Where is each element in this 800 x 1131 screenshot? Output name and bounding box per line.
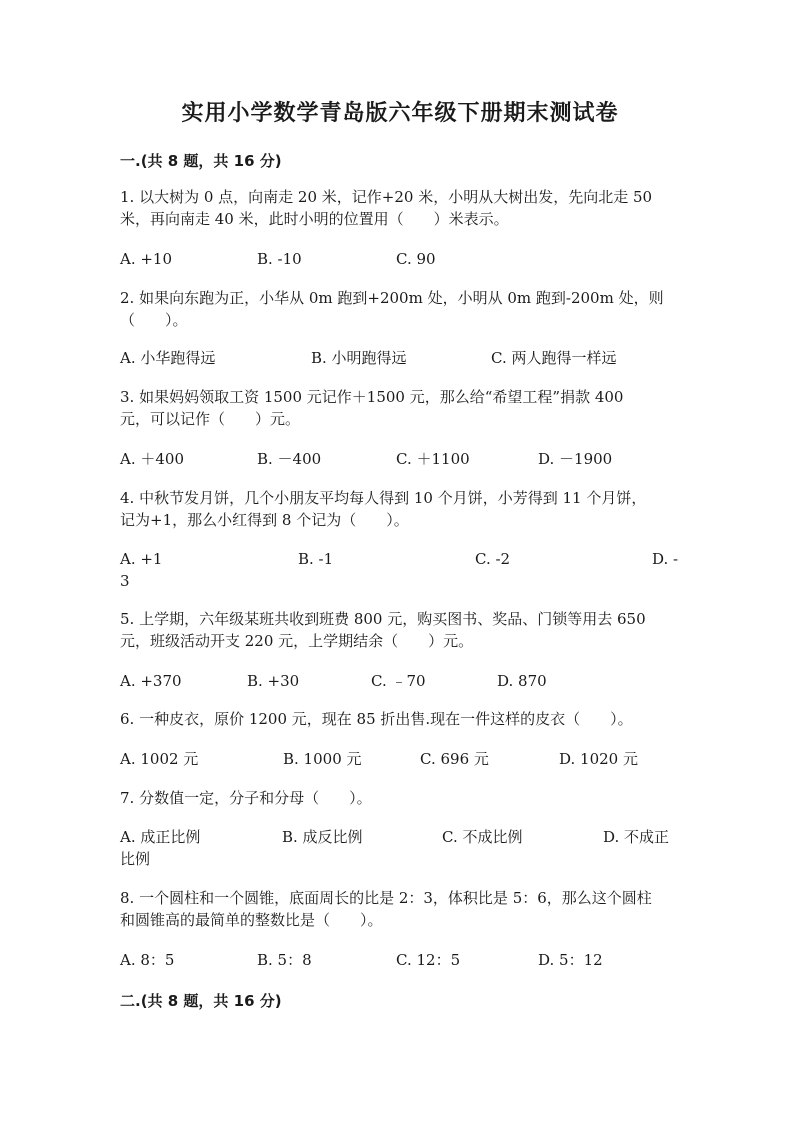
question-text: 5. 上学期，六年级某班共收到班费 800 元，购买图书、奖品、门锁等用去 650: [120, 610, 646, 628]
question-4: [120, 487, 680, 531]
options-3: [120, 448, 680, 492]
option-d-continued: 3: [120, 572, 130, 590]
question-text: 7. 分数值一定，分子和分母（ ）。: [120, 789, 372, 807]
question-text: （ ）。: [120, 311, 188, 329]
option-a: A. 1002 元: [120, 750, 199, 768]
question-text: 元，班级活动开支 220 元，上学期结余（ ）元。: [120, 632, 474, 650]
option-b: B. -10: [257, 250, 302, 268]
options-4: [120, 548, 680, 592]
option-d: D. 1020 元: [559, 750, 638, 768]
option-c: C. 696 元: [420, 750, 489, 768]
question-5: [120, 608, 680, 652]
option-a: A. 小华跑得远: [120, 349, 216, 367]
option-b: B. －400: [257, 450, 322, 468]
question-text: 3. 如果妈妈领取工资 1500 元记作＋1500 元，那么给“希望工程”捐款 400: [120, 388, 624, 406]
option-a: A. +1: [120, 550, 163, 568]
question-text: 和圆锥高的最简单的整数比是（ ）。: [120, 911, 383, 929]
option-c: C. -2: [475, 550, 511, 568]
option-c: C. 两人跑得一样远: [491, 349, 617, 367]
option-b: B. -1: [298, 550, 334, 568]
question-text: 米，再向南走 40 米，此时小明的位置用（ ）米表示。: [120, 210, 509, 228]
option-a: A. +10: [120, 250, 173, 268]
options-2: [120, 347, 680, 391]
question-text: 8. 一个圆柱和一个圆锥，底面周长的比是 2：3，体积比是 5：6，那么这个圆柱: [120, 889, 652, 907]
question-6: [120, 708, 680, 730]
option-b: B. +30: [247, 672, 300, 690]
question-3: [120, 386, 680, 430]
option-d: D. 5：12: [538, 951, 603, 969]
question-text: 1. 以大树为 0 点，向南走 20 米，记作+20 米，小明从大树出发，先向北走 50: [120, 188, 653, 206]
option-d: D. －1900: [538, 450, 613, 468]
question-text: 4. 中秋节发月饼，几个小朋友平均每人得到 10 个月饼，小芳得到 11 个月饼，: [120, 489, 647, 507]
option-c: C. 90: [396, 250, 436, 268]
option-c: C. ﹣70: [371, 672, 426, 690]
option-d: D. -: [652, 550, 679, 568]
question-8: [120, 887, 680, 931]
options-8: [120, 949, 680, 993]
option-c: C. ＋1100: [396, 450, 470, 468]
options-6: [120, 748, 680, 792]
question-7: [120, 787, 680, 809]
option-d: D. 不成正: [603, 828, 670, 846]
option-a: A. 成正比例: [120, 828, 201, 846]
question-2: [120, 287, 680, 331]
option-b: B. 小明跑得远: [311, 349, 407, 367]
option-c: C. 不成比例: [442, 828, 523, 846]
option-d-continued: 比例: [120, 850, 151, 868]
option-b: B. 5：8: [257, 951, 312, 969]
section-heading-1: 一.(共 8 题，共 16 分): [120, 152, 282, 170]
option-c: C. 12：5: [396, 951, 461, 969]
section-heading-2: 二.(共 8 题，共 16 分): [120, 992, 282, 1010]
option-d: D. 870: [497, 672, 547, 690]
option-a: A. ＋400: [120, 450, 184, 468]
option-a: A. 8：5: [120, 951, 175, 969]
question-1: [120, 186, 680, 230]
question-text: 2. 如果向东跑为正，小华从 0m 跑到+200m 处，小明从 0m 跑到-200m 处，则: [120, 289, 664, 307]
question-text: 6. 一种皮衣，原价 1200 元，现在 85 折出售.现在一件这样的皮衣（ ）。: [120, 710, 633, 728]
option-b: B. 1000 元: [283, 750, 362, 768]
question-text: 元，可以记作（ ）元。: [120, 410, 301, 428]
options-7: [120, 826, 680, 870]
option-a: A. +370: [120, 672, 182, 690]
question-text: 记为+1，那么小红得到 8 个记为（ ）。: [120, 511, 409, 529]
option-b: B. 成反比例: [282, 828, 363, 846]
options-1: [120, 248, 680, 292]
page-title: 实用小学数学青岛版六年级下册期末测试卷: [181, 101, 619, 126]
